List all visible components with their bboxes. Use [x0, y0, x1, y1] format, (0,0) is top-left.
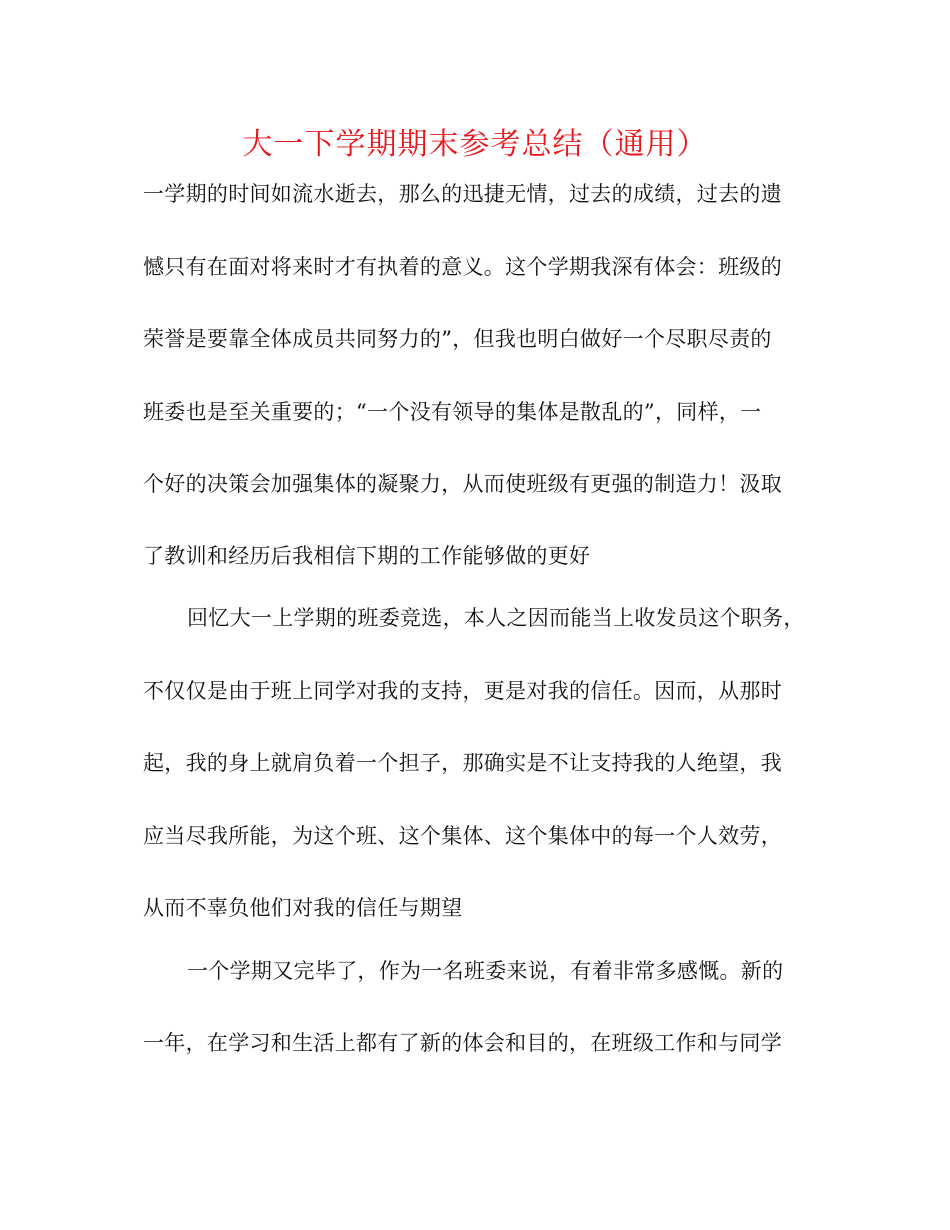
document-title: 大一下学期期末参考总结（通用） [242, 127, 708, 162]
body-line: 了教训和经历后我相信下期的工作能够做的更好 [143, 544, 591, 568]
body-line: 不仅仅是由于班上同学对我的支持，更是对我的信任。因而，从那时 [143, 679, 782, 703]
body-line: 应当尽我所能，为这个班、这个集体、这个集体中的每一个人效劳， [143, 824, 782, 848]
body-line: 从而不辜负他们对我的信任与期望 [143, 896, 463, 920]
body-line: 回忆大一上学期的班委竞选，本人之因而能当上收发员这个职务， [187, 606, 805, 630]
body-line: 一年，在学习和生活上都有了新的体会和目的，在班级工作和与同学 [143, 1031, 782, 1055]
body-line: 班委也是至关重要的；“一个没有领导的集体是散乱的”，同样，一 [143, 400, 762, 424]
body-line: 憾只有在面对将来时才有执着的意义。这个学期我深有体会：班级的 [143, 255, 782, 279]
body-line: 一个学期又完毕了，作为一名班委来说，有着非常多感慨。新的 [187, 959, 784, 983]
body-line: 个好的决策会加强集体的凝聚力，从而使班级有更强的制造力！汲取 [143, 472, 782, 496]
body-line: 起，我的身上就肩负着一个担子，那确实是不让支持我的人绝望，我 [143, 751, 782, 775]
body-line: 一学期的时间如流水逝去，那么的迅捷无情，过去的成绩，过去的遗 [143, 182, 782, 206]
body-line: 荣誉是要靠全体成员共同努力的”，但我也明白做好一个尽职尽责的 [143, 327, 772, 351]
